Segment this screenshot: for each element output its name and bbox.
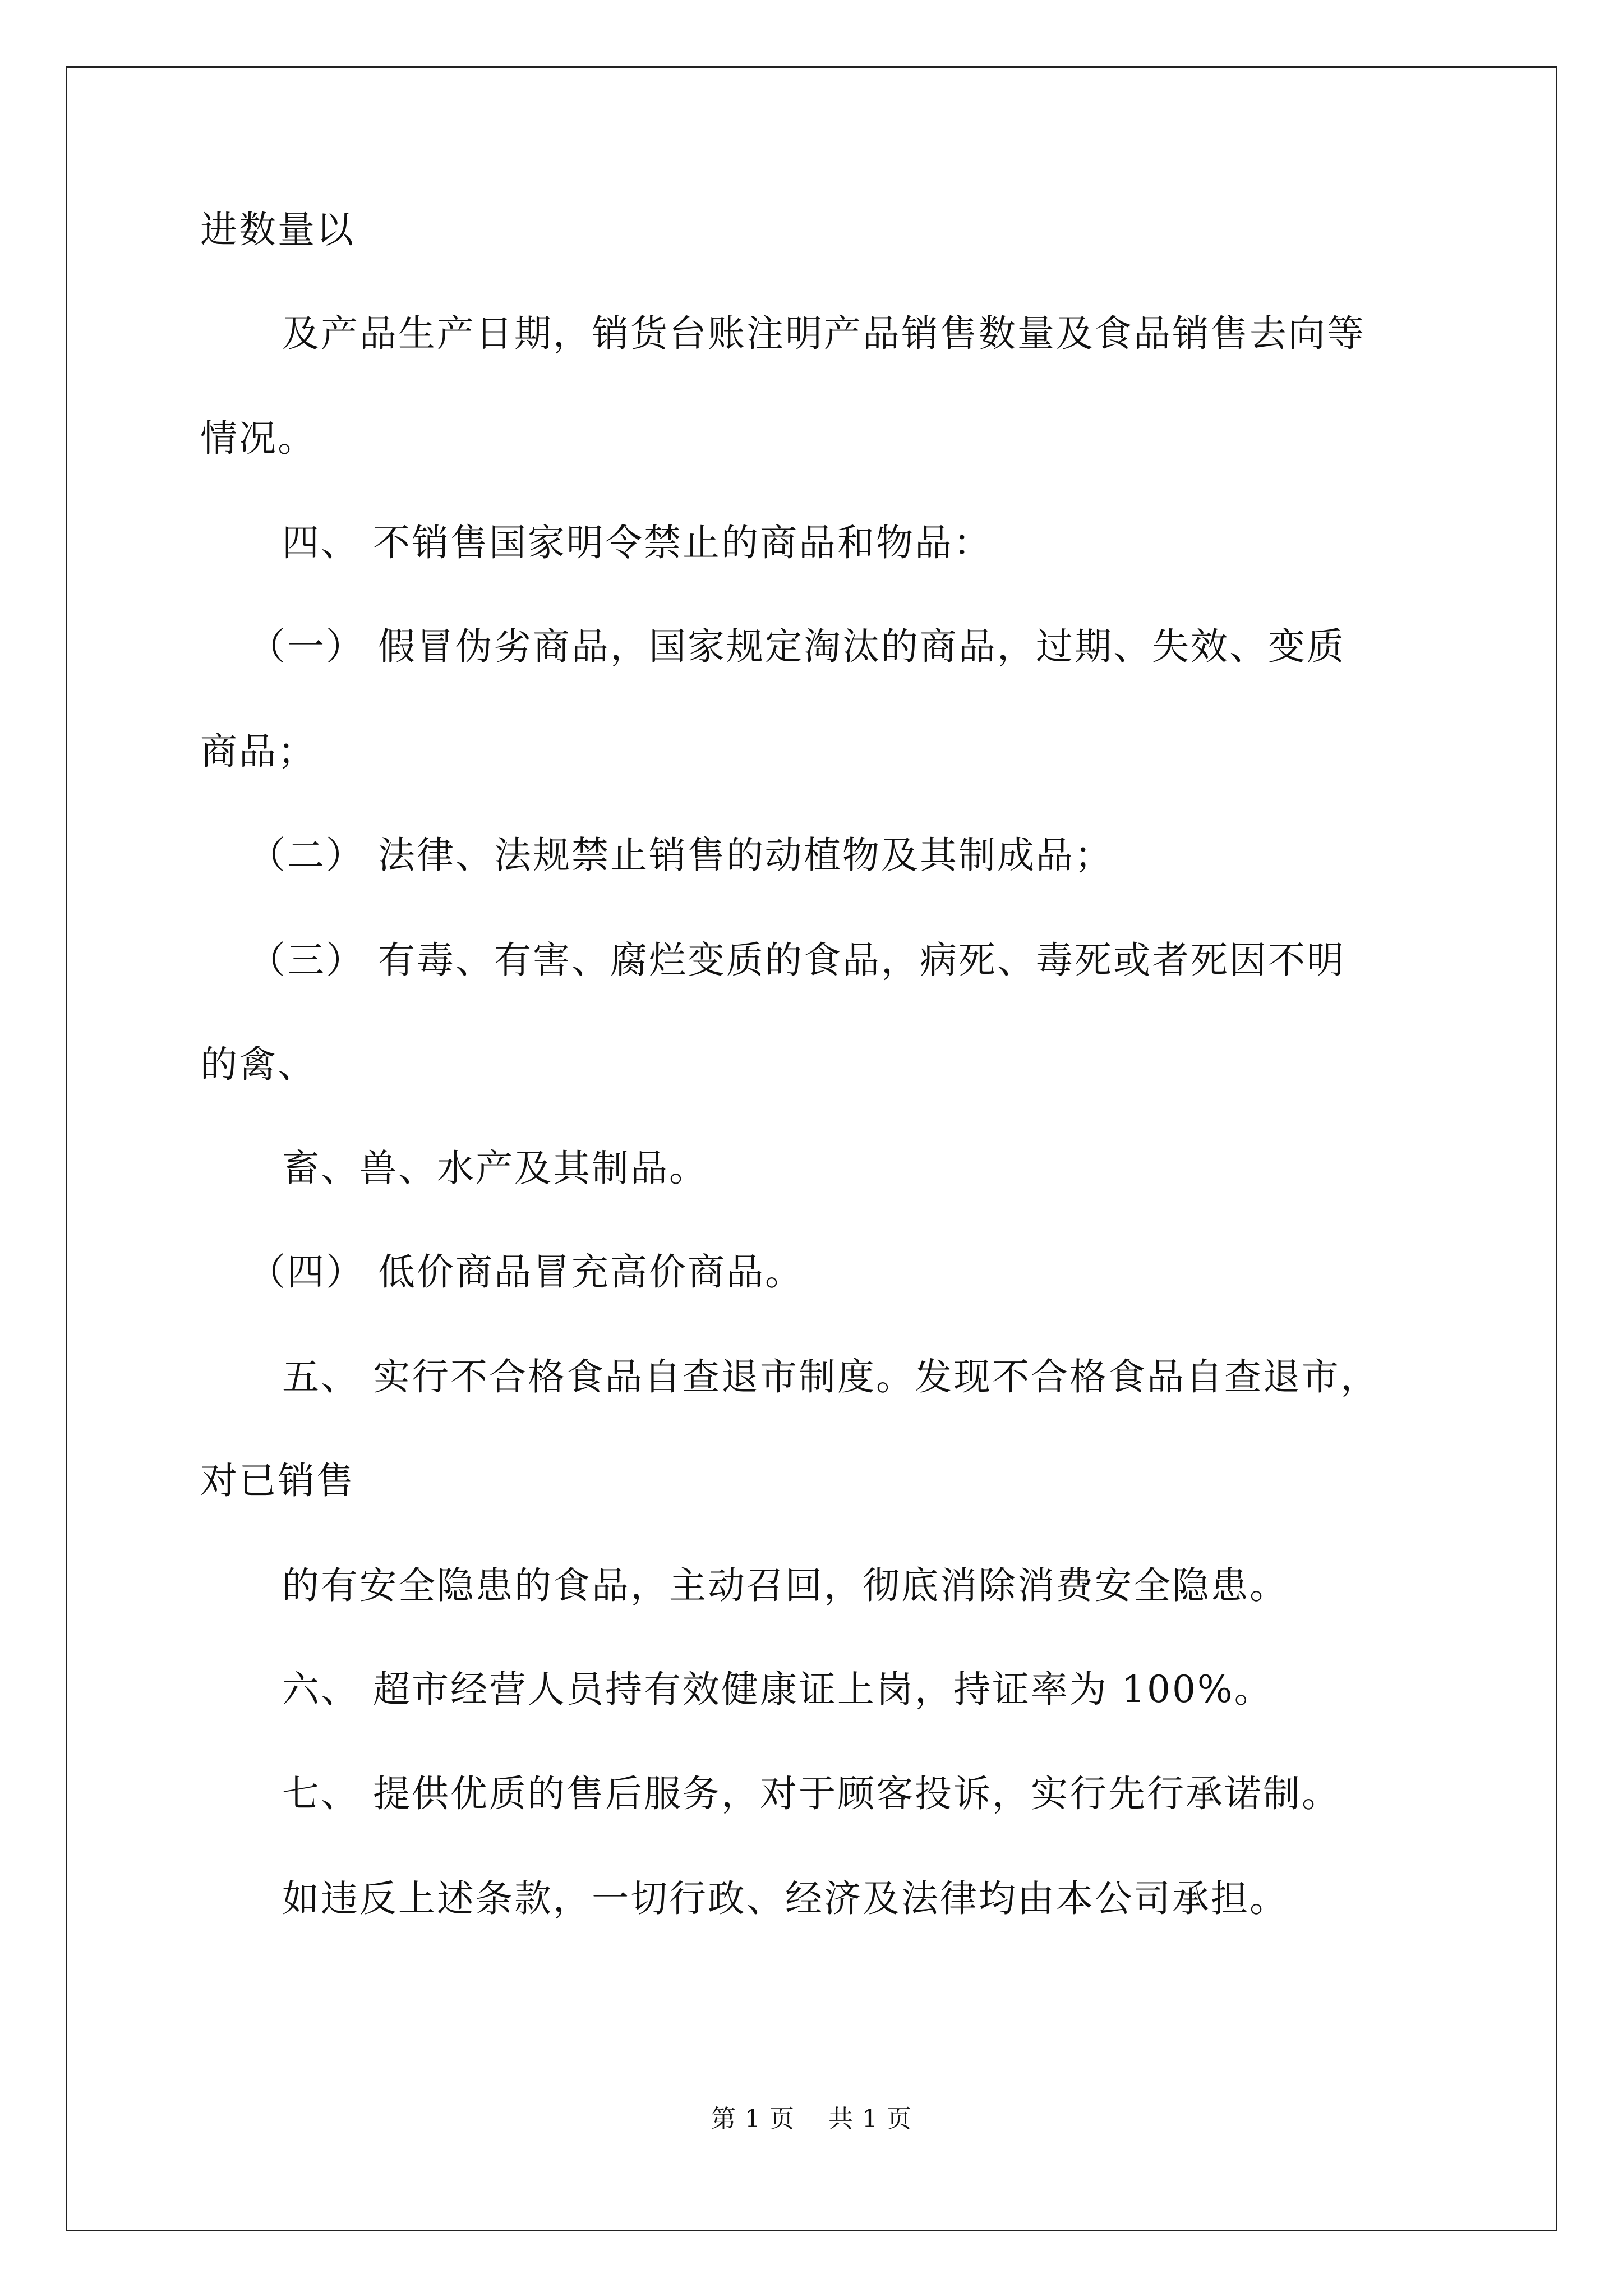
body-line-7: （二） 法律、法规禁止销售的动植物及其制成品；	[248, 834, 1113, 877]
body-line-3: 情况。	[200, 417, 316, 460]
page-footer: 第 1 页 共 1 页	[711, 2105, 912, 2133]
body-line-11: （四） 低价商品冒充高价商品。	[248, 1250, 804, 1294]
body-line-1: 进数量以	[200, 208, 355, 251]
body-line-14: 的有安全隐患的食品，主动召回，彻底消除消费安全隐患。	[282, 1564, 1288, 1607]
body-line-12: 五、 实行不合格食品自查退市制度。发现不合格食品自查退市，	[282, 1355, 1379, 1398]
body-line-8: （三） 有毒、有害、腐烂变质的食品，病死、毒死或者死因不明	[248, 938, 1345, 982]
body-line-6: 商品；	[200, 730, 316, 773]
body-line-13: 对已销售	[200, 1459, 355, 1502]
body-line-5: （一） 假冒伪劣商品，国家规定淘汰的商品，过期、失效、变质	[248, 625, 1345, 668]
body-line-2: 及产品生产日期，销货台账注明产品销售数量及食品销售去向等	[282, 312, 1366, 355]
body-line-16: 七、 提供优质的售后服务，对于顾客投诉，实行先行承诺制。	[282, 1772, 1340, 1815]
body-line-15: 六、 超市经营人员持有效健康证上岗，持证率为 100%。	[282, 1668, 1273, 1711]
body-line-9: 的禽、	[200, 1043, 316, 1086]
body-line-4: 四、 不销售国家明令禁止的商品和物品：	[282, 521, 992, 564]
body-line-17: 如违反上述条款，一切行政、经济及法律均由本公司承担。	[282, 1877, 1288, 1920]
body-line-10: 畜、兽、水产及其制品。	[282, 1147, 708, 1190]
